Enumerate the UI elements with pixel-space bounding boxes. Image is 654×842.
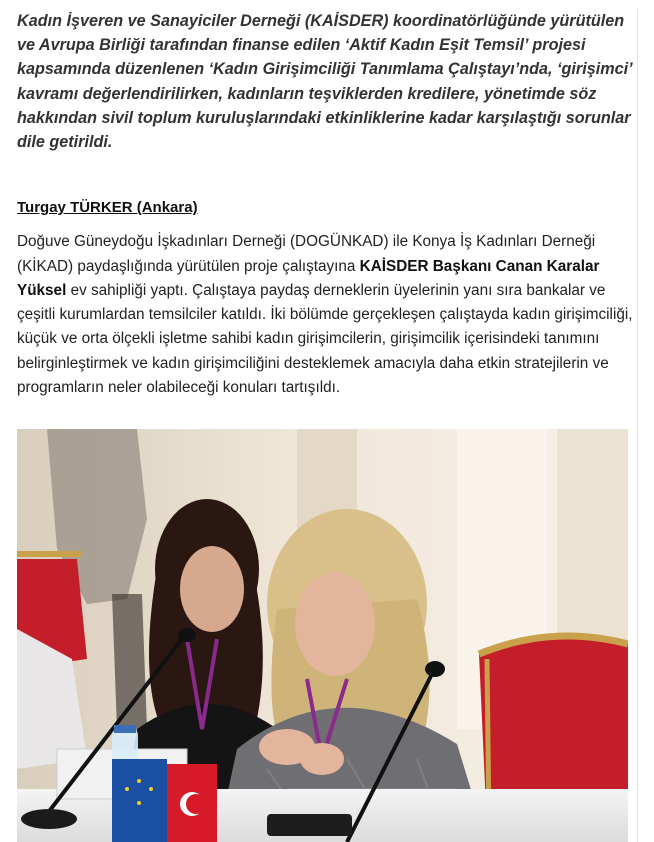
column-divider bbox=[637, 9, 638, 842]
article-lead: Kadın İşveren ve Sanayiciler Derneği (KAİSDER) koordinatörlüğünde yürütülen ve Avrupa Birliği tarafından finanse edilen ‘Aktif Kadın Eşit Temsil’ projesi kapsamında düzenlenen ‘Kadın Girişimciliği Tanımlama Çalıştayı’nda, ‘girişimci’ kavramı değerlendirilirken, kadınların teşviklerden kredilere, yönetimde söz hakkından sivil toplum kuruluşlarındaki etkinliklerine kadar karşılaştığı sorunlar dile getirildi. bbox=[17, 12, 633, 152]
article-byline[interactable]: Turgay TÜRKER (Ankara) bbox=[17, 199, 198, 217]
article-page bbox=[0, 9, 654, 842]
body-text-bold: KAİSDER Başkanı Canan Karalar Yüksel bbox=[17, 257, 600, 299]
article-body bbox=[17, 230, 633, 400]
workshop-photo[interactable] bbox=[17, 429, 628, 842]
body-text-part-2: ev sahipliği yaptı. Çalıştaya paydaş derneklerin üyelerinin yanı sıra bankalar ve çeşitli kurumlardan temsilciler katıldı. İki bölümde gerçekleşen çalıştayda kadın girişimciliği, küçük ve orta ölçekli işletme sahibi kadın girişimcilerin, girişimcilik içerisindeki tanımını belirginleştirmek ve kadın girişimciliğini desteklemek amacıyla daha etkin stratejilerin ve programların neler olabileceği konuları tartışıldı. bbox=[17, 281, 633, 396]
body-text-part-1: Doğuve Güneydoğu İşkadınları Derneği (DOGÜNKAD) ile Konya İş Kadınları Derneği (KİKAD) paydaşlığında yürütülen proje çalıştayına bbox=[17, 233, 596, 275]
